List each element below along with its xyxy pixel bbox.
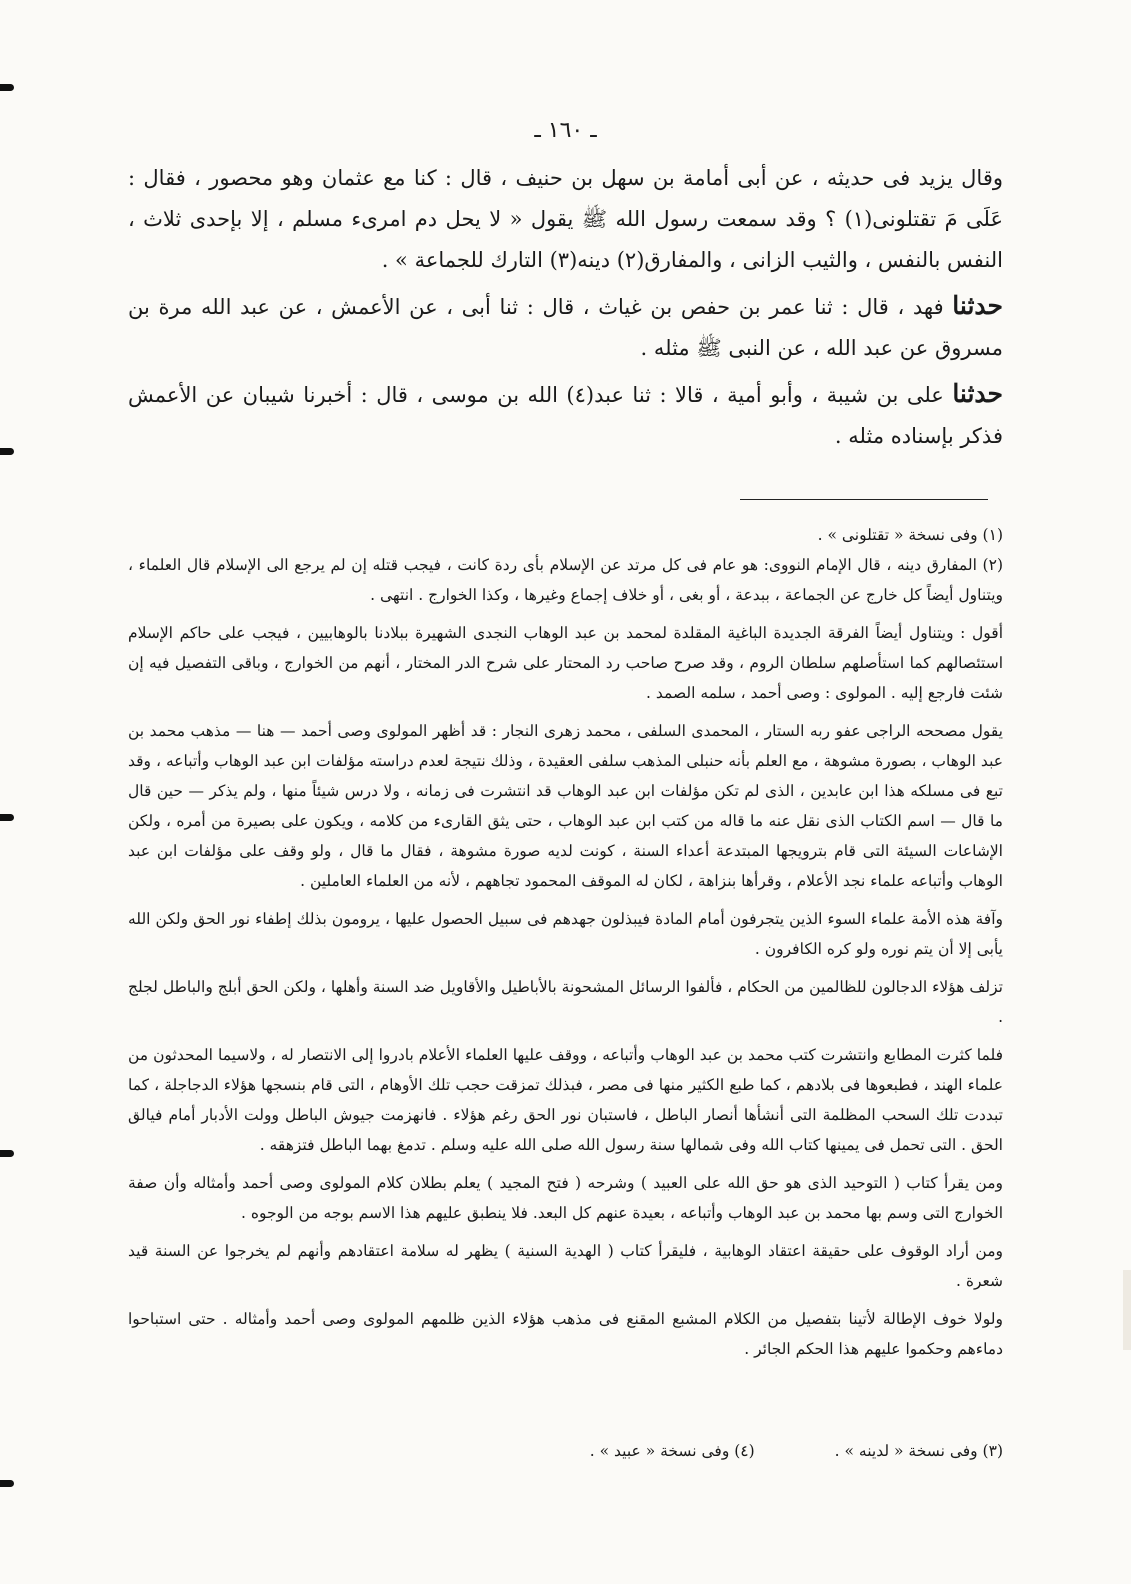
hadith-lead-word: حدثنا	[952, 291, 1003, 320]
paragraph-text: فهد ، قال : ثنا عمر بن حفص بن غياث ، قال : ثنا أبى ، عن الأعمش ، عن عبد الله مرة بن مسروق عن عبد الله ، عن النبى ﷺ مثله .	[128, 295, 1003, 360]
scan-mark	[0, 84, 14, 91]
scan-mark	[0, 1480, 14, 1487]
scan-mark	[0, 448, 14, 455]
footnote-divider	[740, 499, 988, 500]
bottom-note: (٣) وفى نسخة « لدينه » .	[834, 1442, 1003, 1460]
footnotes	[128, 520, 1003, 1364]
footnote: فلما كثرت المطابع وانتشرت كتب محمد بن عبد الوهاب وأتباعه ، ووقف عليها العلماء الأعلام بادروا إلى الانتصار له ، ولاسيما المحدثون من علماء الهند ، فطبعوها فى بلادهم ، كما طبع الكثير منها فى مصر ، فبذلك تمزقت حجب تلك الأوهام ، التى قام بنسجها هؤلاء الدجاجلة ، كما تبددت تلك السحب المظلمة التى أنشأها أنصار الباطل ، فاستبان نور الحق رغم هؤلاء . فانهزمت جيوش الباطل وولت الأدبار أمام فيالق الحق . التى تحمل فى يمينها كتاب الله وفى شمالها سنة رسول الله صلى الله عليه وسلم . تدمغ بهما الباطل فتزهقه .	[128, 1046, 1003, 1154]
main-paragraph	[128, 373, 1003, 457]
scan-edge-shadow	[1123, 1270, 1131, 1350]
main-paragraph	[128, 285, 1003, 369]
main-paragraph	[128, 158, 1003, 281]
footnote: (٢) المفارق دينه ، قال الإمام النووى: هو عام فى كل مرتد عن الإسلام بأى ردة كانت ، فيجب قتله إن لم يرجع الى الإسلام قال العلماء ، ويتناول أيضاً كل خارج عن الجماعة ، ببدعة ، أو بغى ، أو خلاف إجماع وغيرها ، وكذا الخوارج . انتهى .	[128, 556, 1003, 604]
scan-mark	[0, 814, 14, 821]
footnote: يقول مصححه الراجى عفو ربه الستار ، المحمدى السلفى ، محمد زهرى النجار : قد أظهر المولوى وصى أحمد — هنا — مذهب محمد بن عبد الوهاب ، بصورة مشوهة ، مع العلم بأنه حنبلى المذهب سلفى العقيدة ، وذلك نتيجة لعدم دراسته مؤلفات ابن عبد الوهاب وأتباعه ، وقد تبع فى مسلكه هذا ابن عابدين ، الذى لم تكن مؤلفات ابن عبد الوهاب قد انتشرت فى زمانه ، ولا درس شيئاً منها ، ولم يذكر — حين قال ما قال — اسم الكتاب الذى نقل عنه ما قاله من كتب ابن عبد الوهاب ، حتى يثق القارىء من كلامه ، ويكون على بصيرة من أمره ، ولكن الإشاعات السيئة التى قام بترويجها المبتدعة أعداء السنة ، كونت لديه صورة مشوهة ، فقال ما قال ، ولو وقف على مؤلفات ابن عبد الوهاب وأتباعه علماء نجد الأعلام ، وقرأها بنزاهة ، لكان له الموقف المحمود تجاههم ، لأنه من العلماء العاملين .	[128, 722, 1003, 890]
page-number: ـ ١٦٠ ـ	[534, 118, 597, 143]
footnote: أقول : ويتناول أيضاً الفرقة الجديدة الباغية المقلدة لمحمد بن عبد الوهاب النجدى الشهيرة ببلادنا بالوهابيين ، فيجب على حاكم الإسلام استئصالهم كما استأصلهم سلطان الروم ، وقد صرح صاحب رد المحتار على شرح الدر المختار ، أنهم من الخوارج ، وباقى التفصيل فيه إن شئت فارجع إليه . المولوى : وصى أحمد ، سلمه الصمد .	[128, 624, 1003, 702]
footnote: (١) وفى نسخة « تقتلونى » .	[817, 526, 1003, 544]
hadith-lead-word: حدثنا	[952, 379, 1004, 408]
footnote: وآفة هذه الأمة علماء السوء الذين يتجرفون أمام المادة فيبذلون جهدهم فى سبيل الحصول عليها ، يرومون بذلك إطفاء نور الحق ولكن الله يأبى إلا أن يتم نوره ولو كره الكافرون .	[128, 910, 1003, 958]
paragraph-text: على بن شيبة ، وأبو أمية ، قالا : ثنا عبد(٤) الله بن موسى ، قال : أخبرنا شيبان عن الأعمش فذكر بإسناده مثله .	[128, 383, 1003, 448]
footnote: ومن أراد الوقوف على حقيقة اعتقاد الوهابية ، فليقرأ كتاب ( الهدية السنية ) يظهر له سلامة اعتقادهم وأنهم لم يخرجوا عن السنة قيد شعرة .	[128, 1242, 1003, 1290]
footnote: تزلف هؤلاء الدجالون للظالمين من الحكام ، فألفوا الرسائل المشحونة بالأباطيل والأقاويل ضد السنة وأهلها ، ولكن الحق أبلج والباطل لجلج .	[128, 978, 1003, 1026]
main-text	[128, 158, 1003, 457]
bottom-notes	[128, 1436, 1003, 1466]
footnote: ومن يقرأ كتاب ( التوحيد الذى هو حق الله على العبيد ) وشرحه ( فتح المجيد ) يعلم بطلان كلام المولوى وصى أحمد وأمثاله وأن صفة الخوارج التى وسم بها محمد بن عبد الوهاب وأتباعه ، بعيدة عنهم كل البعد. فلا ينطبق عليهم هذا الاسم بوجه من الوجوه .	[128, 1174, 1003, 1222]
scan-mark	[0, 1150, 14, 1157]
paragraph-text: وقال يزيد فى حديثه ، عن أبى أمامة بن سهل بن حنيف ، قال : كنا مع عثمان وهو محصور ، فقال : عَلَى مَ تقتلونى(١) ؟ وقد سمعت رسول الله ﷺ يقول « لا يحل دم امرىء مسلم ، إلا بإحدى ثلاث ، النفس بالنفس ، والثيب الزانى ، والمفارق(٢) دينه(٣) التارك للجماعة » .	[128, 166, 1003, 272]
bottom-note: (٤) وفى نسخة « عبيد » .	[589, 1442, 755, 1460]
footnote: ولولا خوف الإطالة لأتينا بتفصيل من الكلام المشبع المقنع فى مذهب هؤلاء الذين ظلمهم المولوى وصى أحمد وأمثاله . حتى استباحوا دماءهم وحكموا عليهم هذا الحكم الجائر .	[128, 1310, 1003, 1358]
